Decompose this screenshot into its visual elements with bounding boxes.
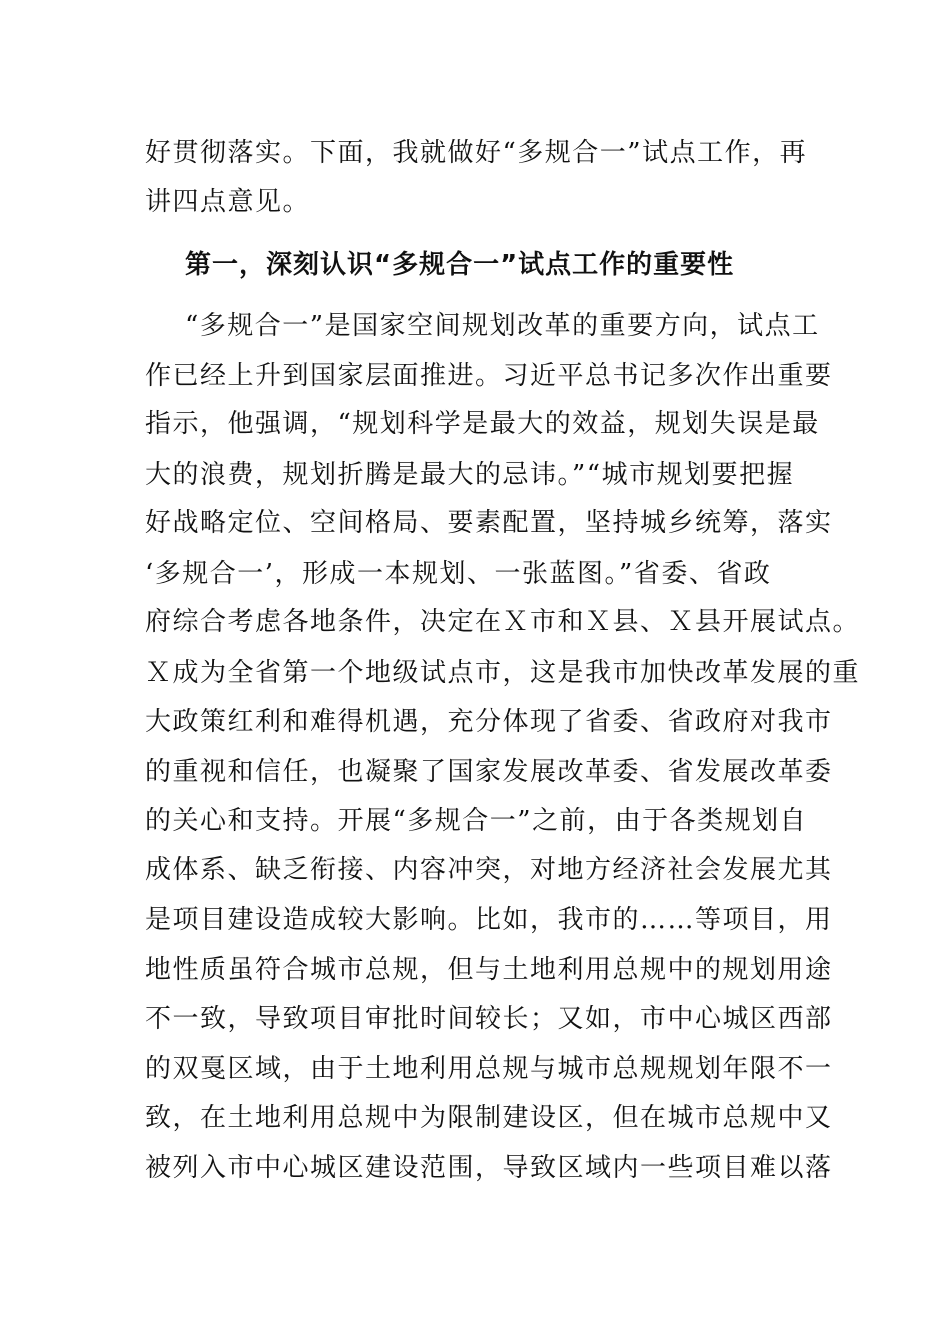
body-line-8: Ｘ成为全省第一个地级试点市，这是我市加快改革发展的重 [145, 658, 861, 688]
body-line-15: 不一致，导致项目审批时间较长；又如，市中心城区西部 [145, 1004, 833, 1034]
body-line-6: ‘多规合一’，形成一本规划、一张蓝图。”省委、省政 [145, 559, 772, 589]
intro-line-1: 好贯彻落实。下面，我就做好“多规合一”试点工作，再 [145, 138, 808, 168]
body-line-10: 的重视和信任，也凝聚了国家发展改革委、省发展改革委 [145, 757, 833, 787]
body-line-4: 大的浪费，规划折腾是最大的忌讳。”“城市规划要把握 [145, 460, 795, 490]
body-line-9: 大政策红利和难得机遇，充分体现了省委、省政府对我市 [145, 707, 833, 737]
intro-line-2: 讲四点意见。 [145, 187, 311, 217]
body-line-17: 致，在土地利用总规中为限制建设区，但在城市总规中又 [145, 1103, 833, 1133]
body-line-16: 的双戛区域，由于土地利用总规与城市总规规划年限不一 [145, 1054, 833, 1084]
body-line-2: 作已经上升到国家层面推进。习近平总书记多次作出重要 [145, 361, 833, 391]
section-heading: 第一，深刻认识“多规合一”试点工作的重要性 [185, 250, 735, 280]
body-line-13: 是项目建设造成较大影响。比如，我市的……等项目，用 [145, 905, 833, 935]
body-line-3: 指示，他强调，“规划科学是最大的效益，规划失误是最 [145, 409, 820, 439]
body-line-14: 地性质虽符合城市总规，但与土地利用总规中的规划用途 [145, 955, 833, 985]
body-line-12: 成体系、缺乏衔接、内容冲突，对地方经济社会发展尤其 [145, 855, 833, 885]
body-line-11: 的关心和支持。开展“多规合一”之前，由于各类规划自 [145, 806, 808, 836]
body-line-18: 被列入市中心城区建设范围，导致区域内一些项目难以落 [145, 1153, 833, 1183]
body-line-7: 府综合考虑各地条件，决定在Ｘ市和Ｘ县、Ｘ县开展试点。 [145, 607, 861, 637]
body-line-5: 好战略定位、空间格局、要素配置，坚持城乡统筹，落实 [145, 508, 833, 538]
body-line-1: “多规合一”是国家空间规划改革的重要方向，试点工 [185, 311, 820, 341]
